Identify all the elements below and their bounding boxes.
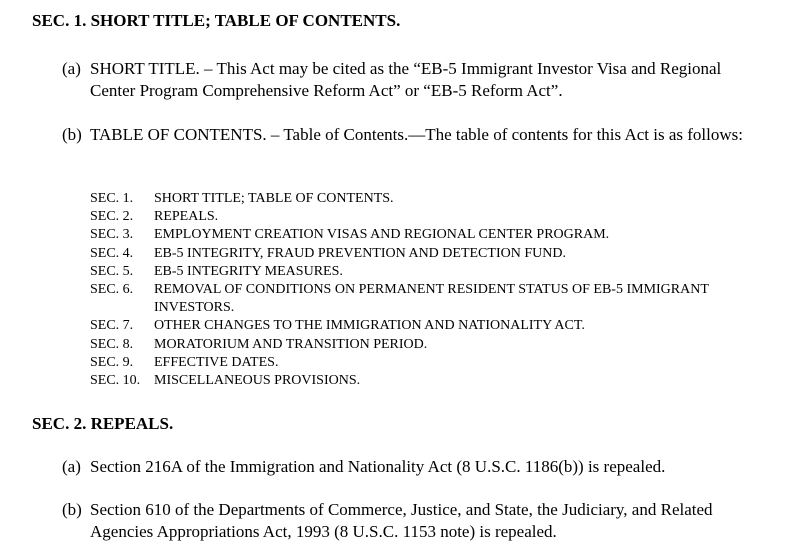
toc-entry xyxy=(90,226,750,244)
toc-number: SEC. 3. xyxy=(90,227,134,243)
toc-title: OTHER CHANGES TO THE IMMIGRATION AND NATIONALITY ACT. xyxy=(154,318,585,334)
section-1-paragraph-a xyxy=(62,58,762,102)
toc-number: SEC. 4. xyxy=(90,245,134,261)
paragraph-text: SHORT TITLE. – This Act may be cited as the “EB-5 Immigrant Investor Visa and Regional Center Program Comprehensive Reform Act” or “EB-5 Reform Act”. xyxy=(90,59,722,100)
toc-number: SEC. 6. xyxy=(90,282,134,298)
paragraph-label: (b) xyxy=(62,125,82,144)
section-2-paragraph-b xyxy=(62,499,762,543)
toc-number: SEC. 5. xyxy=(90,263,134,279)
toc-title: EMPLOYMENT CREATION VISAS AND REGIONAL CENTER PROGRAM. xyxy=(154,227,610,243)
toc-title: MISCELLANEOUS PROVISIONS. xyxy=(154,373,361,389)
section-2-heading: SEC. 2. REPEALS. xyxy=(32,414,174,433)
paragraph-text: Section 216A of the Immigration and Nationality Act (8 U.S.C. 1186(b)) is repealed. xyxy=(90,457,666,476)
toc-title: MORATORIUM AND TRANSITION PERIOD. xyxy=(154,336,428,352)
toc-number: SEC. 9. xyxy=(90,354,134,370)
section-2-paragraph-a xyxy=(62,456,762,478)
toc-title: REMOVAL OF CONDITIONS ON PERMANENT RESIDENT STATUS OF EB-5 IMMIGRANT INVESTORS. xyxy=(154,282,709,316)
section-1-paragraph-b xyxy=(62,124,762,146)
toc-title: REPEALS. xyxy=(154,209,219,225)
toc-number: SEC. 10. xyxy=(90,373,141,389)
paragraph-text: Section 610 of the Departments of Commerce, Justice, and State, the Judiciary, and Related Agencies Appropriations Act, 1993 (8 U.S.C. 1153 note) is repealed. xyxy=(90,500,713,541)
toc-entry xyxy=(90,263,750,281)
toc-entry xyxy=(90,281,750,317)
paragraph-label: (a) xyxy=(62,457,81,476)
toc-title: EB-5 INTEGRITY MEASURES. xyxy=(154,263,343,279)
paragraph-text: TABLE OF CONTENTS. – Table of Contents.—The table of contents for this Act is as follows: xyxy=(90,125,743,144)
toc-number: SEC. 7. xyxy=(90,318,134,334)
toc-entry xyxy=(90,190,750,208)
toc-entry xyxy=(90,336,750,354)
toc-entry xyxy=(90,317,750,335)
section-1-heading: SEC. 1. SHORT TITLE; TABLE OF CONTENTS. xyxy=(32,11,401,30)
paragraph-label: (b) xyxy=(62,500,82,519)
toc-title: EFFECTIVE DATES. xyxy=(154,354,279,370)
toc-number: SEC. 8. xyxy=(90,336,134,352)
toc-entry xyxy=(90,245,750,263)
toc-entry xyxy=(90,354,750,372)
table-of-contents xyxy=(90,190,750,390)
toc-title: SHORT TITLE; TABLE OF CONTENTS. xyxy=(154,191,394,206)
paragraph-label: (a) xyxy=(62,59,81,78)
toc-number: SEC. 1. xyxy=(90,191,134,206)
toc-entry xyxy=(90,208,750,226)
toc-number: SEC. 2. xyxy=(90,209,134,225)
toc-entry xyxy=(90,372,750,390)
toc-title: EB-5 INTEGRITY, FRAUD PREVENTION AND DETECTION FUND. xyxy=(154,245,566,261)
